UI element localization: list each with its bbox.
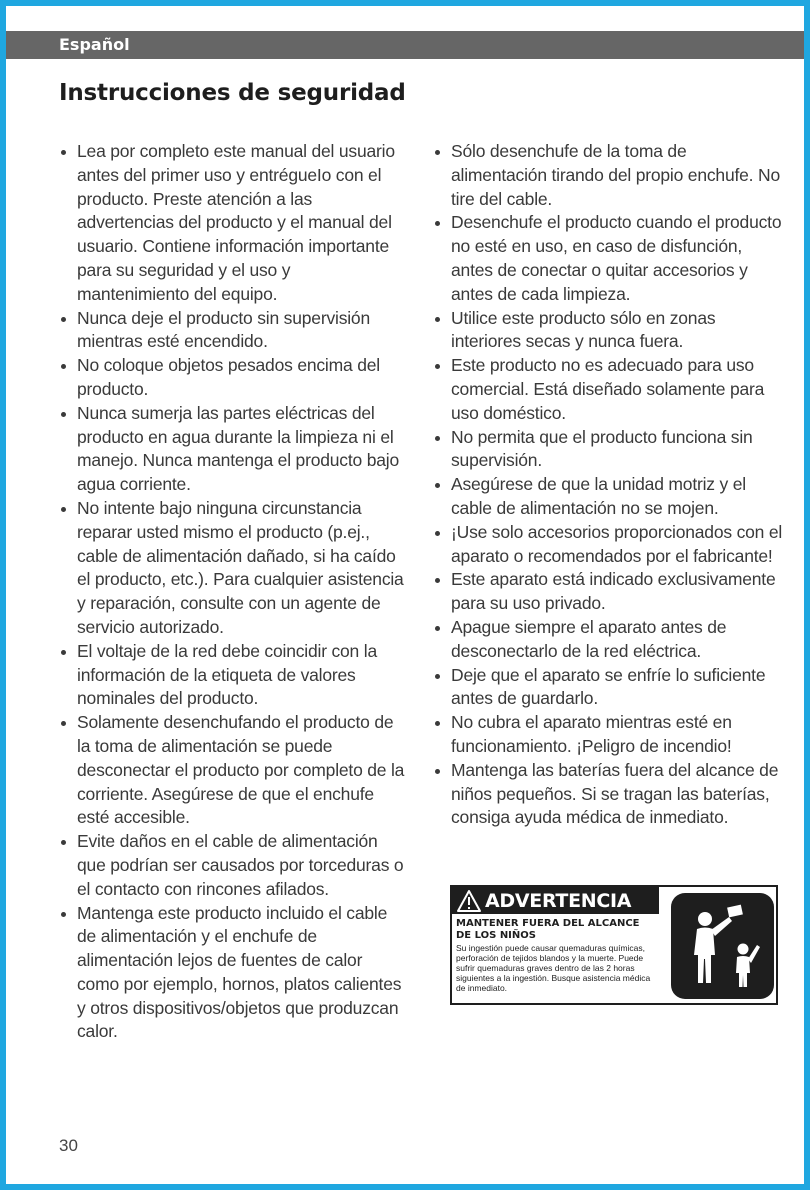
language-label: Español <box>59 35 130 54</box>
warning-subtitle: MANTENER FUERA DEL ALCANCE DE LOS NIÑOS <box>456 918 640 941</box>
list-item: Este aparato está indicado exclusivamente para su uso privado. <box>434 568 784 616</box>
list-item: Sólo desenchufe de la toma de alimentación tirando del propio enchufe. No tire del cable. <box>434 140 784 211</box>
list-item: Solamente desenchufando el producto de la toma de alimentación se puede desconectar el producto por completo de la corriente. Asegúrese de que el enchufe esté accesible. <box>60 711 405 830</box>
list-item: Nunca deje el producto sin supervisión mientras esté encendido. <box>60 307 405 355</box>
list-item: No cubra el aparato mientras esté en funcionamiento. ¡Peligro de incendio! <box>434 711 784 759</box>
list-item: El voltaje de la red debe coincidir con la información de la etiqueta de valores nominales del producto. <box>60 640 405 711</box>
list-item: No coloque objetos pesados encima del producto. <box>60 354 405 402</box>
warning-text: Su ingestión puede causar quemaduras químicas, perforación de tejidos blandos y la muerte. Puede sufrir quemaduras graves dentro de las 2 horas siguientes a la ingestión. Busque asistencia médica de inmediato. <box>456 943 651 993</box>
language-header <box>6 31 804 59</box>
warning-header <box>452 887 659 914</box>
keep-away-from-children-icon <box>671 893 774 999</box>
list-item: Lea por completo este manual del usuario antes del primer uso y entrégueIo con el producto. Preste atención a las advertencias del producto y el manual del usuario. Contiene información importante para su seguridad y el uso y mantenimiento del equipo. <box>60 140 405 307</box>
warning-triangle-icon <box>456 889 482 913</box>
page-number: 30 <box>59 1136 78 1155</box>
list-item: Deje que el aparato se enfríe lo suficiente antes de guardarlo. <box>434 664 784 712</box>
safety-list-right <box>434 140 784 830</box>
page-title: Instrucciones de seguridad <box>59 80 406 106</box>
list-item: ¡Use solo accesorios proporcionados con el aparato o recomendados por el fabricante! <box>434 521 784 569</box>
warning-box <box>450 885 778 1005</box>
list-item: Apague siempre el aparato antes de desconectarlo de la red eléctrica. <box>434 616 784 664</box>
warning-title: ADVERTENCIA <box>485 889 632 912</box>
list-item: Este producto no es adecuado para uso comercial. Está diseñado solamente para uso doméstico. <box>434 354 784 425</box>
list-item: No intente bajo ninguna circunstancia reparar usted mismo el producto (p.ej., cable de alimentación dañado, si ha caído el producto, etc.). Para cualquier asistencia y reparación, consulte con un agente de servicio autorizado. <box>60 497 405 640</box>
list-item: No permita que el producto funciona sin supervisión. <box>434 426 784 474</box>
safety-list-left <box>60 140 405 1044</box>
list-item: Desenchufe el producto cuando el producto no esté en uso, en caso de disfunción, antes de conectar o quitar accesorios y antes de cada limpieza. <box>434 211 784 306</box>
list-item: Utilice este producto sólo en zonas interiores secas y nunca fuera. <box>434 307 784 355</box>
list-item: Mantenga las baterías fuera del alcance de niños pequeños. Si se tragan las baterías, consiga ayuda médica de inmediato. <box>434 759 784 830</box>
list-item: Asegúrese de que la unidad motriz y el cable de alimentación no se mojen. <box>434 473 784 521</box>
list-item: Mantenga este producto incluido el cable de alimentación y el enchufe de alimentación lejos de fuentes de calor como por ejemplo, hornos, platos calientes y otros dispositivos/objetos que produzcan calor. <box>60 902 405 1045</box>
list-item: Evite daños en el cable de alimentación que podrían ser causados por torceduras o el contacto con rincones afilados. <box>60 830 405 901</box>
list-item: Nunca sumerja las partes eléctricas del producto en agua durante la limpieza ni el manejo. Nunca mantenga el producto bajo agua corriente. <box>60 402 405 497</box>
